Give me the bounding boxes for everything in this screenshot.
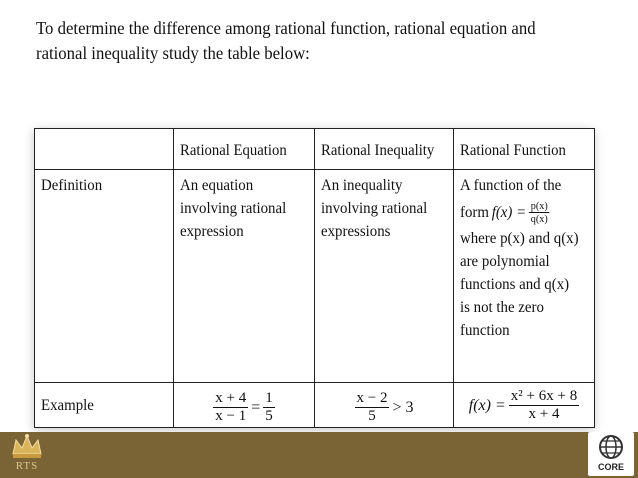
pq-fraction: $\frac{p(x)}{q(x)}$ <box>530 199 548 225</box>
definition-inequality: An inequality involving rational expressions <box>315 170 454 383</box>
header-rational-equation: Rational Equation <box>174 129 315 170</box>
definition-row <box>35 170 595 383</box>
definition-function: A function of the form f(x) = $\frac{p(x)}{q(x)}$ where p(x) and q(x) are polynomial functions and q(x) is not the zero function <box>454 170 595 383</box>
row-label-definition: Definition <box>35 170 174 383</box>
footer-band <box>0 432 638 478</box>
crown-icon <box>4 430 50 462</box>
core-logo-text: CORE <box>597 462 624 472</box>
globe-icon <box>588 432 634 462</box>
example-row <box>35 383 595 428</box>
rts-logo-text: RTS <box>15 460 39 472</box>
table-header-row <box>35 129 595 170</box>
row-label-example: Example <box>35 383 174 428</box>
header-rational-inequality: Rational Inequality <box>315 129 454 170</box>
intro-text: To determine the difference among rational function, rational equation and rational inequality study the table below: <box>36 18 536 63</box>
example-equation: $\frac{x + 4}{x - 1}$ = $\frac{1}{5}$ <box>174 383 315 428</box>
example-function: f(x) = $\frac{\text{x² + 6x + 8}}{x + 4}$ <box>454 383 595 428</box>
definition-equation: An equation involving rational expression <box>174 170 315 383</box>
example-inequality: $\frac{x - 2}{5}$ > 3 <box>315 383 454 428</box>
rts-logo <box>4 430 50 476</box>
comparison-table <box>34 128 594 428</box>
core-logo <box>588 432 634 476</box>
header-rational-function: Rational Function <box>454 129 595 170</box>
header-cell-empty <box>35 129 174 170</box>
